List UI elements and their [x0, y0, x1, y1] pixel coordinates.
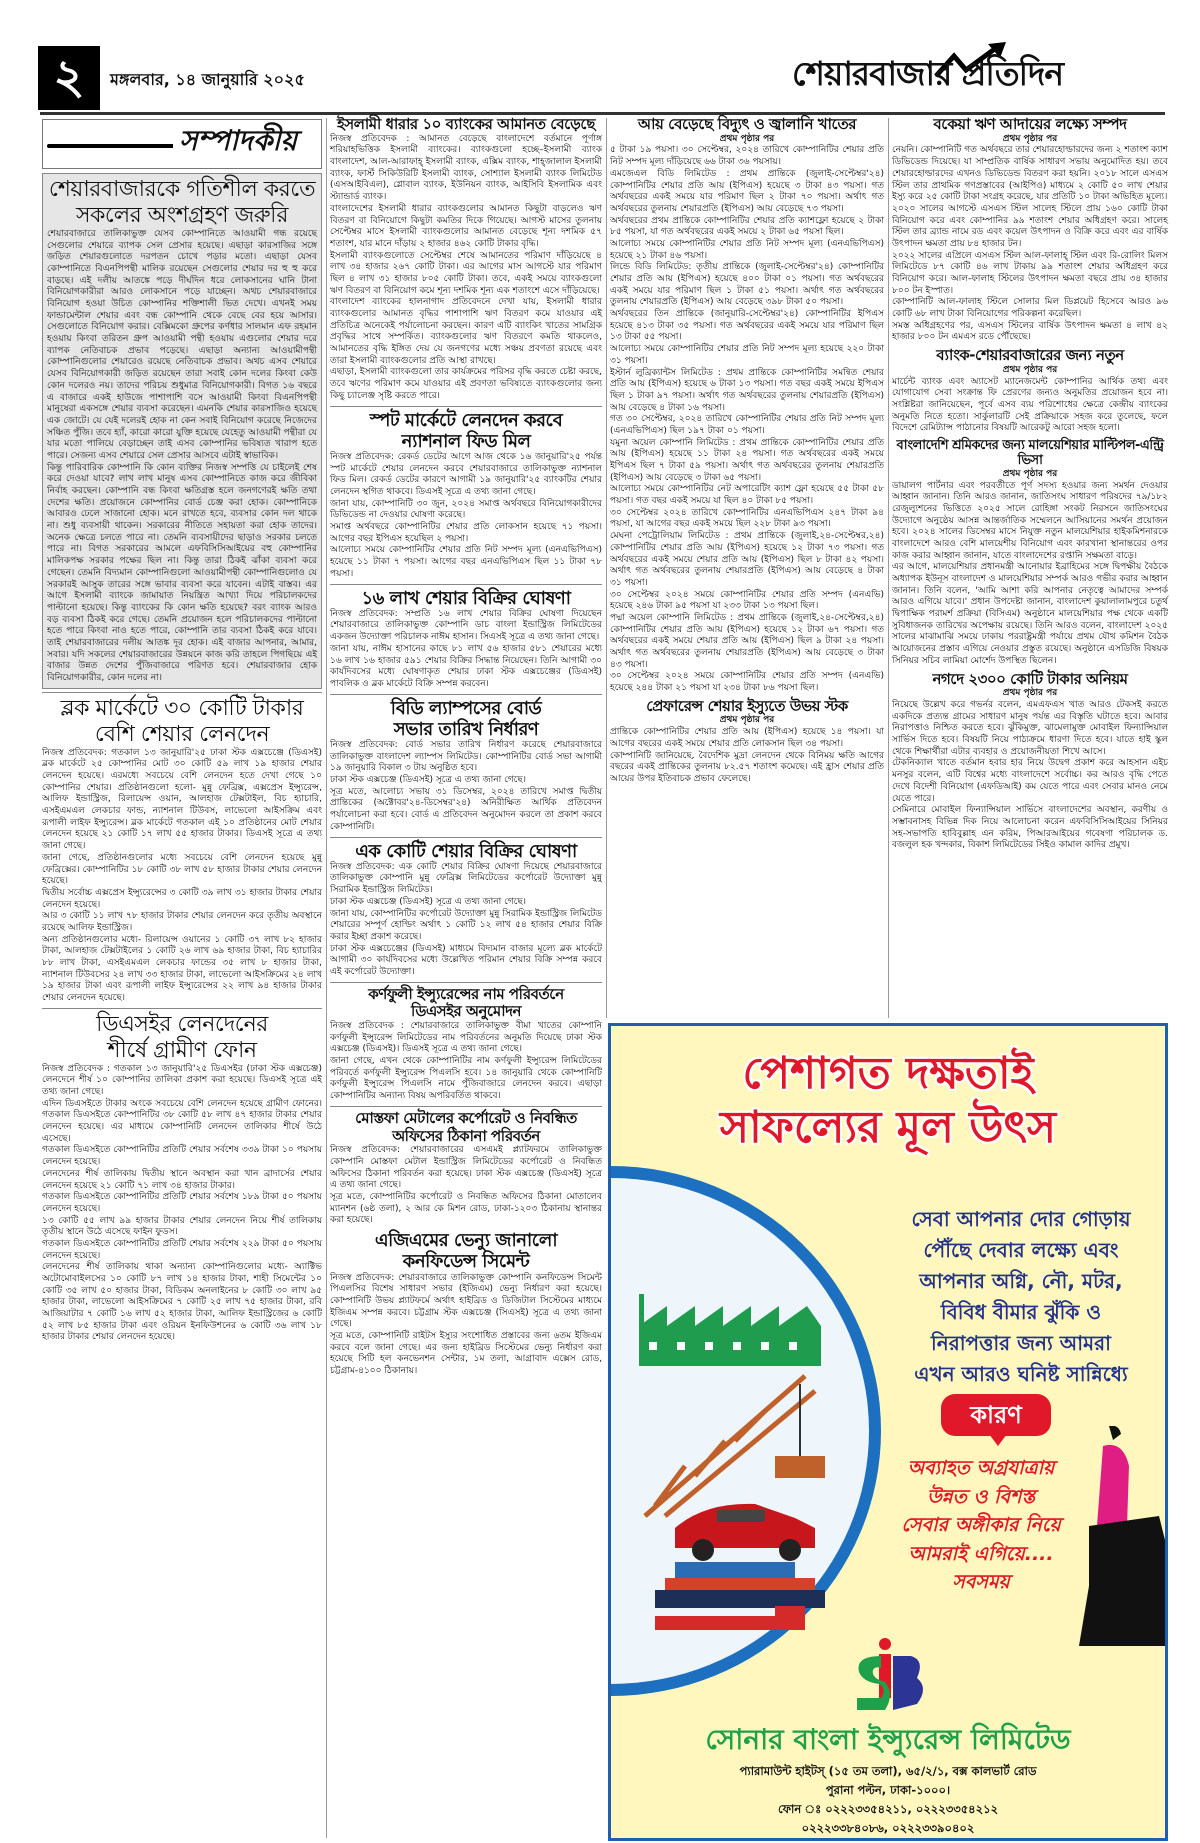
article-paragraph: আলোচ্য সময়ে কোম্পানিটির শেয়ার প্রতি নিট সম্পদ মূল্য হয়েছে ২২০ টাকা ৩১ পয়সা।	[610, 344, 884, 366]
article-paragraph: যমুনা অয়েল কোম্পানি লিমিটেড : প্রথম প্রান্তিকে কোম্পানিটির শেয়ার প্রতি আয় (ইপিএস) হয়েছে ১১ টাকা ২৪ পয়সা। গত অর্থবছরের একই সময়ে ইপিএস ছিল ৭ টাকা ৫৯ পয়সা। অর্থাৎ গত অর্থবছরের তুলনায় শেয়ারপ্রতি (ইপিএস) আয় বেড়েছে ৩ টাকা ৬৫ পয়সা।	[610, 437, 884, 483]
article-headline: নগদে ২৩০০ কোটি টাকার অনিয়ম	[932, 669, 1128, 688]
article-paragraph: নিজস্ব প্রতিবেদক: সম্প্রতি ১৬ লাখ শেয়ার বিক্রির ঘোষণা দিয়েছেন শেয়ারবাজারে তালিকাভুক্ত কোম্পানি ডাচ বাংলা ইন্ডাস্ট্রিজ লিমিটেডের একজন উদ্যোক্তা পরিচালক নাঈম হাসান। সিএসই সূত্রে এ তথ্য জানা গেছে।	[330, 608, 602, 643]
company-logo	[851, 1638, 931, 1712]
article-headline: এক কোটি শেয়ার বিক্রির ঘোষণা	[355, 840, 577, 862]
article-spot-market	[330, 410, 602, 581]
article-paragraph: আলোচ্য সময়ে কোম্পানিটির শেয়ার প্রতি নিট সম্পদ মূল্য (এনএভিপিএস) হয়েছে ২১ টাকা ৪৬ পয়সা।	[610, 238, 884, 261]
article-paragraph: গতকাল ডিএসইতে কোম্পানিটির প্রতিটি শেয়ার সর্বশেষ ২২৯ টাকা ৫০ পয়সায় লেনদেন হয়েছে।	[42, 1238, 322, 1261]
divider	[330, 406, 602, 407]
column-3	[610, 116, 884, 786]
article-paragraph: ঢাকা স্টক এক্সচেঞ্জ (ডিএসই) সূত্রে এ তথ্য জানা গেছে।	[330, 775, 526, 786]
article-malaysia-visa	[892, 438, 1168, 667]
phone-line: ০২২২৩৩৮৪০৮৬, ০২২২৩৩৯০৪০২	[801, 1820, 975, 1835]
article-paragraph: বাংলাদেশ ব্যাংকের হালনাগাদ প্রতিবেদনে দেখা যায়, ইসলামী ধারার ব্যাংকগুলোর আমানত বৃদ্ধির পাশাপাশি ঋণ বিতরণ কমে যাওয়ার এই প্রতিচিত্র অনেকেই পর্যালোচনা করছেন। কারণ এটি ব্যাংকিং খাতের সামগ্রিক প্রবৃদ্ধির সাথে সম্পর্কিত। ব্যাংকগুলোর ঋণ বিতরণে কমতি থাকলেও, আমানতের বৃদ্ধি ইঙ্গিত দেয় যে জনগণের মধ্যে সঞ্চয় প্রবণতা রয়েছে এবং তারা ইসলামী ব্যাংকগুলোর প্রতি আস্থা রাখছে।	[330, 297, 602, 366]
continued-label: প্রথম পৃষ্ঠার পর	[719, 715, 775, 726]
article-headline: ডিএসইর লেনদেনের	[96, 1011, 268, 1037]
article-headline: ন্যাশনাল ফিড মিল	[401, 430, 531, 452]
article-paragraph: লেনদেনের শীর্ষ তালিকায় থাকা অন্যান্য কোম্পানিগুলোর মধ্যে- অ্যাক্টিভ অটোমোবাইলসের ১০ কোটি ৮৭ লাখ ১৪ হাজার টাকা, শাহী সিমেন্টের ১০ কোটি ৩৫ লাখ ৫০ হাজার টাকা, বিডিকম অনলাইনের ৮ কোটি ৩০ লাখ ৯৫ হাজার টাকা, লাভেলো আইসক্রিমের ৭ কোটি ২৫ লাখ ৭৫ হাজার টাকা, রবি আজিয়াটার ৭ কোটি ১৬ লাখ ৫২ হাজার টাকা, আলিফ ইন্ডাস্ট্রিজের ৬ কোটি ৫২ লাখ ৮৫ হাজার টাকা এবং ওরিয়ন ইনফিউশনের ৬ কোটি ৩৬ লাখ ১৮ হাজার টাকার শেয়ার লেনদেন হয়েছে।	[42, 1262, 322, 1343]
industry-illustration	[625, 1266, 875, 1636]
article-paragraph: নিজস্ব প্রতিবেদক: শেয়ারবাজারে তালিকাভুক্ত কোম্পানি কনফিডেন্স সিমেন্ট পিএলসির বিশেষ সাধারণ সভার (ইজিএম) ভেন্যু নির্ধারণ করা হয়েছে। কোম্পানিটি উভয় প্ল্যাটফর্মে অর্থাৎ হাইব্রিড ও ডিজিটাল সিস্টেমের মাধ্যমে ইজিএম সম্পন্ন করবে। চট্টগ্রাম স্টক এক্সচেঞ্জ (সিএসই) সূত্রে এ তথ্য জানা গেছে।	[330, 1272, 602, 1330]
article-paragraph: সমাপ্ত অর্থবছরে কোম্পানিটির শেয়ার প্রতি লোকসান হয়েছে ৭১ পয়সা। আগের বছর ইপিএস হয়েছিল ২ পয়সা।	[330, 522, 602, 544]
article-paragraph: ৫ টাকা ১৯ পয়সা। ৩০ সেপ্টেম্বর, ২০২৪ তারিখে কোম্পানিটির শেয়ার প্রতি নিট সম্পদ মূল্য দাঁড়িয়েছে ৬৬ টাকা ৩৬ পয়সায়।	[610, 145, 884, 168]
article-paragraph: টেকনিক্যাল খাতে বর্তমান হবার হার নিয়ে উদ্বেগ প্রকাশ করে আহসান এইচ মনসুর বলেন, এটি বিশ্বের মধ্যে বাংলাদেশে সর্বোচ্চ। কর আরও বৃদ্ধি পেতে দেখে বিদেশী বিনিয়োগ (এফডিআই) কম যেতে পারে এবং সেবার মানও নেমে যেতে পারে।	[892, 758, 1168, 804]
article-mostafa-metal	[330, 1110, 602, 1227]
divider	[42, 1008, 322, 1009]
divider	[330, 837, 602, 838]
divider	[330, 694, 602, 695]
article-headline: প্রেফারেন্স শেয়ার ইস্যুতে উভয় স্টক	[646, 696, 848, 715]
article-paragraph: কোম্পানিটি জানিয়েছে, বৈদেশিক মুদ্রা লেনদেন থেকে বিনিময় ক্ষতি আগের বছরের একই প্রান্তিকের তুলনায় ৮২.৫৭ শতাংশ কমেছে। এই হ্রাস শেয়ার প্রতি আয়ের উপর ইতিবাচক প্রভাব ফেলেছে।	[610, 750, 884, 785]
crane-load	[775, 1456, 825, 1478]
phone-line: ফোন ঃ ০২২২৩৩৫৪২১১, ০২২২৩৩৫৪২১২	[777, 1801, 999, 1816]
continued-label: প্রথম পৃষ্ঠার পর	[1002, 688, 1058, 699]
ad-service-text	[881, 1204, 1161, 1390]
article-paragraph: সূত্র মতে, কোম্পানিটির কর্পোরেট ও নিবন্ধিত অফিসের ঠিকানা মোতালেব ম্যানশন (৬ষ্ঠ তলা), ২ আর কে মিশন রোড, ঢাকা-১২০৩ ঠিকানায় স্থানান্তর করা হয়েছে।	[330, 1191, 602, 1226]
article-paragraph: ২০২০ সালের আগস্টে এসএস স্টিল সালেহ স্টিলে প্রায় ১৬০ কোটি টাকা বিনিয়োগ করে এবং কোম্পানির ৯৯ শতাংশ শেয়ার অধিগ্রহণ করে। সালেহ স্টিল তার ব্র্যান্ড নামে রড এবং কয়েল উৎপাদন ও বিক্রি করে এবং এর বার্ষিক উৎপাদন ক্ষমতা প্রায় ৮৪ হাজার টন।	[892, 203, 1168, 249]
article-headline: এজিএমের ভেন্যু জানালো	[374, 1230, 558, 1252]
article-paragraph: মার্চেন্ট ব্যাংক এবং অ্যাসেট ম্যানেজমেন্ট কোম্পানির আর্থিক তথ্য এবং যোগাযোগ সেবা সংক্রান্ত ফি প্রেরণের জন্যও অনুমতির প্রয়োজন হবে না। সংশ্লিষ্টরা জানিয়েছেন, পূর্বে এসব ব্যয় পরিশোধের ক্ষেত্রে কেন্দ্রীয় ব্যাংকের অনুমতি নিতে হতো। সার্কুলারটি সেই প্রক্রিয়াকে সহজ করে তুলেছে, ফলে বিদেশে রেমিট্যান্স পাঠানোর বিষয়টি আরেকটু আরো সহজ হলো।	[892, 376, 1168, 434]
article-preference-share	[610, 698, 884, 786]
column-1	[42, 116, 322, 1344]
article-paragraph: নিজস্ব প্রতিবেদক: শেয়ারবাজারের এসএমই প্ল্যাটফরমে তালিকাভুক্ত কোম্পানি মোস্তফা মেটাল ইন্ডাস্ট্রিজ লিমিটেডের কর্পোরেট ও নিবন্ধিত অফিসের ঠিকানা পরিবর্তন করা হয়েছে। ঢাকা স্টক এক্সচেঞ্জ (ডিএসই) সূত্রে এ তথ্য জানা গেছে।	[330, 1145, 602, 1191]
article-islamic-banks	[330, 116, 602, 403]
article-paragraph: লেনদেনের শীর্ষ তালিকায় দ্বিতীয় স্থানে অবস্থান করা খান ব্রাদার্সের শেয়ার লেনদেন হয়েছে ২১ কোটি ৭১ লাখ ৩৪ হাজার টাকার।	[42, 1168, 322, 1191]
ad-headline: সাফল্যের মূল উৎস	[719, 1102, 1057, 1153]
article-paragraph: জানা যায়, কোম্পানিটি ৩০ জুন, ২০২৪ সমাপ্ত অর্থবছরে বিনিয়োগকারীদের ডিভিডেন্ড না দেওয়ার ঘোষণা করেছে।	[330, 498, 602, 521]
article-headline: কনফিডেন্স সিমেন্ট	[402, 1251, 530, 1273]
article-headline: ১৬ লাখ শেয়ার বিক্রির ঘোষণা	[361, 587, 571, 609]
column-2	[330, 116, 602, 1378]
logo-text: শেয়ারবাজার প্রতিদিন	[792, 54, 1064, 93]
article-dse-top	[42, 1012, 322, 1344]
article-paragraph: এদিন ডিএসইতে টাকার অংকে সবচেয়ে বেশি লেনদেন হয়েছে গ্রামীণ ফোনের। গতকাল ডিএসইতে কোম্পানিটির ৩৮ কোটি ৫৮ লাখ ৪৭ হাজার টাকার শেয়ার লেনদেন হয়েছে। এর মাধ্যমে কোম্পানিটি লেনদেন তালিকার শীর্ষে উঠে এসেছে।	[42, 1098, 322, 1144]
article-headline: স্পট মার্কেটে লেনদেন করবে	[369, 409, 563, 431]
article-paragraph: ইস্টার্ন লুব্রিক্যান্টস লিমিটেড : প্রথম প্রান্তিকে কোম্পানিটির সমন্বিত শেয়ার প্রতি আয় (ইপিএস) হয়েছে ৬ টাকা ১৩ পয়সা। গত বছর একই সময়ে ইপিএস ছিল ১ টাকা ৯৭ পয়সা। অর্থাৎ গত অর্থবছরের তুলনায় শেয়ারপ্রতি (ইপিএস) আয় বেড়েছে ৪ টাকা ১৬ পয়সা।	[610, 367, 884, 413]
divider	[330, 584, 602, 585]
ad-line: পৌঁছে দেবার লক্ষ্যে এবং	[923, 1238, 1119, 1262]
article-share-sale	[330, 588, 602, 691]
article-headline: কর্ণফুলী ইন্স্যুরেন্সের নাম পরিবর্তনে	[368, 984, 564, 1003]
continued-label: প্রথম পৃষ্ঠার পর	[719, 133, 775, 144]
article-paragraph: ১৩ কোটি ৫৫ লাখ ৯৯ হাজার টাকার শেয়ার লেনদেন নিয়ে শীর্ষ তালিকায় তৃতীয় স্থানে উঠে এসেছে ফাইন ফুডস।	[42, 1215, 322, 1238]
column-divider	[326, 118, 327, 1838]
article-cash-irregularity	[892, 671, 1168, 852]
article-paragraph: নিজস্ব প্রতিবেদক: রেকর্ড ডেটের আগে আজ থেকে ১৬ জানুয়ারি'২৫ পর্যন্ত স্পট মার্কেটে শেয়ার লেনদেন করবে শেয়ারবাজারে তালিকাভুক্ত ন্যাশনাল ফিড মিল। রেকর্ড ডেটের কারণে আগামী ১৯ জানুয়ারি'২৫ ব্যাংকটির শেয়ার লেনদেন স্থগিত থাকবে। ডিএসই সূত্রে এ তথ্য জানা গেছে।	[330, 451, 602, 498]
article-headline: ব্লক মার্কেটে ৩০ কোটি টাকার	[60, 695, 304, 721]
article-headline: ইসলামী ধারার ১০ ব্যাংকের আমানত বেড়েছে	[336, 115, 595, 133]
article-paragraph: গত ৩০ সেপ্টেম্বর, ২০২৪ তারিখে কোম্পানিটির শেয়ার প্রতি নিট সম্পদ মূল্য (এনএভিপিএস) ছিল ১৯৭ টাকা ০১ পয়সা।	[610, 414, 884, 436]
article-headline: বাংলাদেশি শ্রমিকদের জন্য মালয়েশিয়ার মাল্টিপল-এন্ট্রি ভিসা	[896, 438, 1164, 469]
ad-line: আপনার অগ্নি, নৌ, মটর,	[919, 1269, 1123, 1293]
car-icon	[675, 1504, 815, 1561]
article-paragraph: সমস্ত অধিগ্রহণের পর, এসএস স্টিলের বার্ষিক উৎপাদন ক্ষমতা ৪ লাখ ৪২ হাজার ৮০০ টন এমএস রডে পৌঁছেছে।	[892, 320, 1168, 343]
article-paragraph: ডায়ালগ পার্টনার এবং পরবর্তীতে পূর্ণ সদস্য হওয়ার জন্য সমর্থন দেওয়ার আহ্বান জানান। তিনি আরও জানান, জাতিসংঘ সাধারণ পরিষদের ৭৯/১৮২ রেজুল্যুশনের ভিত্তিতে ২০২৫ সালে রোহিঙ্গা সংকট নিরসনে জাতিসংঘের উদ্যোগে অনুষ্ঠেয় আসন্ন আন্তর্জাতিক সম্মেলনে আসিয়ানের সমর্থন প্রয়োজন হবে। ২০২৪ সালের ডিসেম্বর মাসে নিযুক্ত নতুন মালয়েশিয়ার হাইকমিশনারকে বাংলাদেশে আরও বেশি মালয়েশীয় বিনিয়োগ এবং কারখানা স্থানান্তরের ওপর কাজ করার আহ্বান জানান, যাতে বাংলাদেশের রপ্তানি সক্ষমতা বাড়ে।	[892, 480, 1168, 561]
article-paragraph: কিন্তু পারিবারিক কোম্পানি কি কোন ব্যক্তির নিজস্ব সম্পত্তি যে চাইলেই শেষ করে দেওয়া যাবে? লাখ লাখ মানুষ এসব কোম্পানিতে কাজ করে জীবিকা নির্বাহ করছেন। কোম্পানি বন্ধ কিংবা ক্ষতিগ্রস্ত হলে জনগণেরই ক্ষতি তথা দেশের ক্ষতি। প্রয়োজনে কোম্পানির বোর্ড চেঞ্জ করা হোক। কোম্পানিকে আবারও ঢেলে সাজানো হোক। মনে রাখতে হবে, ব্যবসার কোন দল থাকে না। শুধু ব্যবসায়ী থাকেন। সরকারের নীতিতে সহায়তা করা হোক তাদের। অনেক ক্ষেত্রে চলতে পারে না। তেমনি ব্যবসায়ীদের ছাড়াও সরকার চলতে পারে না। বিগত সরকারের আমলে এফবিসিসিআইয়ের বহু কোম্পানির মালিকপক্ষ সরকার পক্ষের ছিল না। কিন্তু তারা ঠিকই ঝাঁকা ব্যবসা করে গেছেন। তেমনি বিদ্যমান কোম্পানিগুলো আওয়ামীপন্থী কোম্পানিগুলোও যে সরকারই আসুক তারের সঙ্গে ভাবার ব্যবসা করে যাবেন। এটাই বাস্তব। এর আগে ইসলামী ব্যাংকে জামায়াত নিয়ন্ত্রিত আখ্যা দিয়ে পরিচালকদের পাল্টানো হয়েছে। কিন্তু ব্যাংকের কি কোন ক্ষতি হয়েছে? বরং ব্যাংক আরও বড় ব্যবসা ঠিকই করে গেছে। তেমনি প্রয়োজন হলে পরিচালকদের পাল্টানো হতে পারে কিংবা নাও হতে পারে, কোম্পানি তার ব্যবসা ঠিকই করে যাবে। তাই শেয়ারবাজারের দলীয় আতঙ্ক দূর হোক। এই বাজার আপনার, আমার, সবার। যদি সকলের শেয়ারবাজারের উন্নয়নে কাজ করি তাহলে পিগছিয়ে এই বাজার উন্নত দেশের পুঁজিবাজারে পরিণত হবে। শেয়ারবাজার হোক বিনিয়োগকারীর, কোন দলের না।	[47, 462, 317, 684]
article-paragraph: আর ৩ কোটি ১১ লাখ ৭৮ হাজার টাকার শেয়ার লেনদেন করে তৃতীয় অবস্থানে রয়েছে আলিফ ইন্ডাস্ট্রিজ।	[42, 911, 322, 933]
continued-label: প্রথম পৃষ্ঠার পর	[1002, 133, 1058, 144]
ad-line: আমরাই এগিয়ে....	[908, 1542, 1054, 1565]
article-paragraph: সূত্র মতে, আলোচ্য সভায় ৩১ ডিসেম্বর, ২০২৪ তারিখে সমাপ্ত দ্বিতীয় প্রান্তিকের (অক্টোবর'২৪-ডিসেম্বর'২৪) অনিরীক্ষিত আর্থিক প্রতিবেদন পর্যালোচনা করা হবে। বোর্ড এ প্রতিবেদন অনুমোদন করলে তা প্রকাশ করবে কোম্পানিটি।	[330, 786, 602, 832]
article-paragraph: গতকাল ডিএসইতে কোম্পানিটির প্রতিটি শেয়ার সর্বশেষ ৩৩৯ টাকা ১০ পয়সায় লেনদেন হয়েছে।	[42, 1145, 322, 1168]
address-line: প্যারামাউন্ট হাইটস্ (১৫ তম তলা), ৬৫/২/১, বক্স কালভার্ট রোড	[739, 1764, 1037, 1778]
article-paragraph: প্রান্তিকে কোম্পানিটির শেয়ার প্রতি আয় (ইপিএস) হয়েছে ১৪ পয়সা। যা আগের বছরের একই সময়ে শেয়ার প্রতি লোকসান ছিল ৩৪ পয়সা।	[610, 727, 884, 749]
continued-label: প্রথম পৃষ্ঠার পর	[1002, 364, 1058, 375]
divider	[42, 692, 322, 693]
climber-silhouette	[1079, 1426, 1168, 1646]
continued-label: প্রথম পৃষ্ঠার পর	[1002, 468, 1058, 479]
article-paragraph: অর্থবছরের প্রথম প্রান্তিকে কোম্পানিটির শেয়ার প্রতি ক্যাশফ্লো হয়েছে ২ টাকা ৮৫ পয়সা, যা গত অর্থবছরের একই সময়ে ২ টাকা ৬৫ পয়সা ছিল।	[610, 215, 884, 238]
article-paragraph: নিজস্ব প্রতিবেদক : আমানত বেড়েছে বাংলাদেশে বর্তমানে পূর্ণাঙ্গ শরিয়াহভিত্তিক ইসলামী ব্যাংকের। ব্যাংকগুলো হচ্ছে–ইসলামী ব্যাংক বাংলাদেশ, আল-আরাফাহ্ ইসলামী ব্যাংক, এক্সিম ব্যাংক, শাহ্জালাল ইসলামী ব্যাংক, ফার্স্ট সিকিউরিটি ইসলামী ব্যাংক, সোশ্যাল ইসলামী ব্যাংক লিমিটেড (এসআইবিএল), গ্লোবাল ব্যাংক, ইউনিয়ন ব্যাংক, আইসিবি ইসলামিক এবং স্ট্যান্ডার্ড ব্যাংক।	[330, 133, 602, 203]
article-paragraph: ৩০ সেপ্টেম্বর ২০২৪ তারিখে কোম্পানিটির এনএভিপিএস ২৪৭ টাকা ৯৪ পয়সা, যা আগের বছর একই সময়ে ছিল ২২৮ টাকা ৯৩ পয়সা।	[610, 507, 884, 530]
article-paragraph: সেমিনারে মোবাইল ফিন্যান্সিয়াল সার্ভিসে বাংলাদেশের অবস্থান, করণীয় ও সম্ভাবনাসহ বিভিন্ন দিক নিয়ে আলোচনা করেন এফবিসিসিআইয়ের সিনিয়র সহ-সভাপতি হাবিবুল্লাহ এন করিম, পিআরআইয়ের গবেষণা পরিচালক ড. বজলুল হক খন্দকার, বিকাশ লিমিটেডের সিইও কামাল কাদির প্রমুখ।	[892, 805, 1168, 851]
truck-icon	[655, 1606, 805, 1630]
article-paragraph: দ্বিতীয় সর্বোচ্চ এক্সপ্রেস ইন্স্যুরেন্সের ৩ কোটি ৩৯ লাখ ৩১ হাজার টাকার শেয়ার লেনদেন হয়েছে।	[42, 887, 322, 910]
article-paragraph: গতকাল ডিএসইতে কোম্পানিটির প্রতিটি শেয়ার সর্বশেষ ১৮৯ টাকা ৫০ পয়সায় লেনদেন হয়েছে।	[42, 1192, 322, 1214]
editorial-label: সম্পাদকীয়	[173, 123, 303, 159]
article-paragraph: জানা যায়, নাঈম হাসানের কাছে ৮১ লাখ ৫৬ হাজার ৫৮১ শেয়ারের মধ্যে ১৬ লাখ ১৬ হাজার ৫৯১ শেয়ার বিক্রির সিদ্ধান্ত নিয়েছেন। তিনি আগামী ৩০ কার্যদিবসের মধ্যে ঘোষণাকৃত শেয়ার ঢাকা স্টক এক্সচেঞ্জের (ডিএসই) পাবলিক ও ব্লক মার্কেটে বিক্রি সম্পন্ন করবেন।	[330, 643, 602, 689]
masthead	[0, 0, 1200, 112]
divider	[330, 1106, 602, 1107]
article-paragraph: অন্য প্রতিষ্ঠানগুলোর মধ্যে- রিলায়েন্স ওয়ানের ১ কোটি ৩৭ লাখ ৮২ হাজার টাকা, আলহাজ টেক্সটাইলের ১ কোটি ২৬ লাখ ৬৯ হাজার টাকা, বিচ হ্যাচারির ৮৮ লাখ টাকা, এসইএমএল লেকচার ফান্ডের ৩৫ লাখ ৮ হাজার টাকা, ন্যাশনাল টিউবসের ২৪ লাখ ৩৩ হাজার টাকা, লাভেলো আইসক্রিমের ২৪ লাখ ১৯ হাজার টাকা এবং রূপালী লাইফ ইন্স্যুরেন্সের ২২ লাখ ৯৪ হাজার টাকার শেয়ার লেনদেন হয়েছে।	[42, 934, 322, 1004]
article-paragraph: লিন্ডে বিডি লিমিটেড: তৃতীয় প্রান্তিকে (জুলাই-সেপ্টেম্বর'২৪) কোম্পানিটির শেয়ার প্রতি আয় (ইপিএস) হয়েছে ৪০০ টাকা ০১ পয়সা। গত অর্থবছরের একই সময়ে যার পরিমাণ ছিল ১ টাকা ৫১ পয়সা। অর্থাৎ গত অর্থবছরের তুলনায় শেয়ারপ্রতি (ইপিএস) আয় বেড়েছে ৩৯৮ টাকা ৫০ পয়সা।	[610, 262, 884, 308]
article-paragraph: ২০২২ সালের এপ্রিলে এসএস স্টিল আল-ফালাহ্ স্টিল এবং রি-রোলিং মিলস লিমিটেডে ৮৭ কোটি ৪৬ লাখ টাকায় ৯৯ শতাংশ শেয়ার অধিগ্রহণ করে বিনিয়োগ করে। আল-ফালাহ স্টিলের উৎপাদন ক্ষমতা বছরে প্রায় ৩৪ হাজার ৮০০ টন ইস্পাত।	[892, 250, 1168, 296]
article-paragraph: শেয়ারবাজারে তালিকাভুক্ত যেসব কোম্পানিতে আওয়ামী গন্ধ রয়েছে সেগুলোর শেয়ারে ব্যাপক সেল প্রেসার হয়েছে। এছাড়া কারসাজির সঙ্গে জড়িত শেয়ারগুলোতে দরপতন চোখে পড়ার মতো। এছাড়া যেসব কোম্পানিতে বিএনপিপন্থী মালিক রয়েছেন সেগুলোর শেয়ার দর হু হু করে বাড়ছে। এই দলীয় আতঙ্কে পড়ে দীর্ঘদিন ধরে লোকসানের ঘানি টানা বিনিয়োগকারীরা আরও লোকসানে পড়ে যাচ্ছেন। অথচ শেয়ারবাজারে বিনিয়োগ হওয়া উচিত কোম্পানির শক্তিশালী ভিত দেখে। এখনই সময় ফান্ডামেন্টাল শেয়ার এবং বন্ধ কোম্পানি থেকে বেছে বের হয়ে আসার। সেগুলোতে বিনিয়োগ করার। বেক্সিমকো গ্রুপের কর্ণধার সালমান এফ রহমান হওয়ায় কিংবা তরিতন গ্রুপ আওয়ামী পন্থী হওয়ায় এগুলোর শেয়ার দরে ব্যাপক নেতিবাচক প্রভাব পড়েছে। এছাড়া অন্যান্য আওয়ামীপন্থী কোম্পানিগুলোর শেয়ারেও রয়েছে নেতিবাচক প্রভাব। অথচ এসব শেয়ারে যেসব বিনিয়োগকারী জড়িত রয়েছেন তারা সবাই কোন দলের কিংবা কেউ কোন দলেরও নয়। তাদের পরিচয় শুধুমাত্র বিনিয়োগকারী। বিগত ১৬ বছরে এ বাজারে একই হাউজে পাশাপাশি বসে আওয়ামী কিংবা বিএনপিপন্থী মানুষেরা একসঙ্গে শেয়ার ব্যবসা করেছেন। এমনকি শেয়ার কারসাজিও হয়েছে এক জোটে। যে যেই দলেরই হোক না কেন সবাই বিনিয়োগ করেছে নিজেদের সঞ্চিত পুঁজি। তবে হ্যাঁ, কারো কারো যুক্তি হয়েছে যেহেতু আওয়ামী পন্থীরা যে যার মতো পালিয়ে বেড়াচ্ছেন তাই এসব কোম্পানির ভবিষ্যত খারাপ হতে পারে। সেজন্য এসব শেয়ারে সেল প্রেসার আসবে এটাই স্বাভাবিক।	[47, 228, 317, 461]
article-headline: বকেয়া ঋণ আদায়ের লক্ষ্যে সম্পদ	[933, 115, 1127, 133]
article-paragraph: এর আগে, মালয়েশিয়ার প্রধানমন্ত্রী আনোয়ার ইব্রাহিমের সঙ্গে দ্বিপক্ষীয় বৈঠকে অধ্যাপক ইউনূস বাংলাদেশ ও মালয়েশিয়ার সম্পর্ক আরও গভীর করার আহ্বান জানান। তিনি বলেন, 'আমি আশা করি আপনার নেতৃত্বে আমাদের সম্পর্ক আরও এগিয়ে যাবে।' প্রধান উপদেষ্টা জানান, বাংলাদেশ কুয়ালালামপুরে চতুর্থ দ্বিপাক্ষিক পরামর্শ প্রক্রিয়া (বিসিএম) অনুষ্ঠানে মালয়েশিয়ার পক্ষ থেকে একটি সুবিধাজনক তারিখের অপেক্ষায় রয়েছে। তিনি আরও বলেন, বাংলাদেশ ২০২৫ সালের মাঝামাঝি সময়ে ঢাকায় পররাষ্ট্রমন্ত্রী পর্যায়ে প্রথম যৌথ কমিশন বৈঠক আয়োজনের প্রস্তাব এগিয়ে নেওয়ার প্রস্তুত রয়েছে। অনুষ্ঠানে এসডিজি বিষয়ক সিনিয়র সচিব লামিয়া মোর্শেদ উপস্থিত ছিলেন।	[892, 562, 1168, 666]
article-one-crore	[330, 841, 602, 979]
ad-line: উন্নত ও বিশস্ত	[926, 1485, 1036, 1508]
article-paragraph: ৩০ সেপ্টেম্বর ২০২৪ সময়ে কোম্পানিটির শেয়ার প্রতি সম্পদ (এনএভি) হয়েছে ২৪৪ টাকা ২১ পয়সা যা ২৩৪ টাকা ৮৬ পয়সা ছিল।	[610, 671, 884, 694]
crane-icon	[645, 1376, 815, 1516]
article-headline: বিডি ল্যাম্পসের বোর্ড	[390, 697, 542, 719]
editorial-banner	[42, 119, 322, 169]
column-4	[892, 116, 1168, 852]
article-block-market	[42, 696, 322, 1005]
article-bd-lamps	[330, 698, 602, 834]
article-paragraph: এছাড়া, ইসলামী ব্যাংকগুলো তার কার্যক্রমের পরিসর বৃদ্ধি করতে চেষ্টা করছে, তবে ঋণের পরিমাণ কমে যাওয়ার এই প্রবণতা ভবিষ্যতে ব্যাংকগুলোর জন্য কিছু চ্যালেঞ্জ সৃষ্টি করতে পারে।	[330, 367, 602, 401]
ad-line: সেবা আপনার দোর গোড়ায়	[911, 1207, 1131, 1231]
article-paragraph: কোম্পানিটি আল-ফালাহ স্টিলে সোলার মিল ডিপ্লয়েট হিসেবে আরও ৯৬ কোটি ৬৮ লাখ টাকা বিনিয়োগের পরিকল্পনা করেছিল।	[892, 297, 1168, 320]
article-paragraph: ৩০ সেপ্টেম্বর ২০২৪ সময়ে কোম্পানিটির শেয়ার প্রতি সম্পদ (এনএভি) হয়েছে ২৪৬ টাকা ৯৫ পয়সা যা ২৩৩ টাকা ১৩ পয়সা ছিল।	[610, 589, 884, 612]
article-paragraph: নিজস্ব প্রতিবেদক: গতকাল ১৩ জানুয়ারি'২৫ ঢাকা স্টক এক্সচেঞ্জে (ডিএসই) ব্লক মার্কেটে ২৫ কোম্পানির মোট ৩০ কোটি ৫৯ লাখ ১৯ হাজার শেয়ার লেনদেন হয়েছে। এরমধ্যে সবচেয়ে বেশি লেনদেন হতে দেখা গেছে ১০ কোম্পানির শেয়ার। প্রতিষ্ঠানগুলো হলো- মুন্নু ফেব্রিক্স, এক্সপ্রেস ইন্স্যুরেন্স, আলিফ ইন্ডাস্ট্রিজ, রিলায়েন্স ওয়ান, আলহাজ টেক্সটাইল, বিচ হ্যাচারি, এসইএমএল লেকচার ফান্ড, ন্যাশনাল টিউবস, লাভেলো আইসক্রিম এবং রূপালী লাইফ ইন্স্যুরেন্স। ব্লক মার্কেটে গতকাল এই ১০ প্রতিষ্ঠানের মোট শেয়ার লেনদেন হয়েছে ২১ কোটি ১৭ লাখ ৫৫ হাজার টাকার। ডিএসই সূত্রে এ তথ্য জানা গেছে।	[42, 747, 322, 852]
divider	[330, 982, 602, 983]
article-paragraph: অর্থবছরের তিন প্রান্তিকে (জানুয়ারি-সেপ্টেম্বর'২৪) কোম্পানিটির ইপিএস হয়েছে ৪১৩ টাকা ৩৫ পয়সা। গত অর্থবছরের একই সময়ে যার পরিমাণ ছিল ১৩ টাকা ৫৫ পয়সা।	[610, 309, 884, 343]
editorial-article	[42, 173, 322, 689]
article-bad-loans	[892, 116, 1168, 344]
ad-line: বিবিধ বীমার ঝুঁকি ও	[940, 1300, 1102, 1324]
article-paragraph: সূত্র মতে, কোম্পানিটি রাইটস ইস্যুর সংশোধিত প্রস্তাবের জন্য ৬তম ইজিএম করবে বলে জানা গেছে। এর জন্য হাইব্রিড সিস্টেমের ভেন্যু নির্ধারণ করা হয়েছে সিটি হল কনভেনশন সেন্টার, ১ম তলা, আগ্রাবাদ এক্সেস রোড, চট্টগ্রাম-৪১০০ ঠিকানায়।	[330, 1330, 602, 1376]
article-paragraph: নেয়নি। কোম্পানিটি গত অর্থবছরে তার শেয়ারহোল্ডারদের জন্য ২ শতাংশ ক্যাশ ডিভিডেন্ড দিয়েছে। যা সাম্প্রতিক বার্ষিক সাধারণ সভায় অনুমোদিত হয়। তবে শেয়ারহোল্ডারদের এখনও ডিভিডেন্ড বিতরণ করা হয়নি। ২০১৮ সালে এসএস স্টিল তার প্রাথমিক গণপ্রস্তাবের (আইপিও) মাধ্যমে ২ কোটি ৫০ লাখ শেয়ার ইস্যু করে ২৫ কোটি টাকা সংগ্রহ করেছে, যার প্রতিটি ১০ টাকা অভিহিত মূল্যে।	[892, 145, 1168, 203]
ad-line: সবসময়	[952, 1571, 1010, 1593]
article-paragraph: আলোচ্য সময়ে কোম্পানিটির নেট অপারেটিং ক্যাশ ফ্লো হয়েছে ৫৫ টাকা ৫৮ পয়সা। গত বছর একই সময়ে যা ছিল ৪০ টাকা ৮৫ পয়সা।	[610, 484, 884, 507]
article-headline: ব্যাংক-শেয়ারবাজারের জন্য নতুন	[936, 346, 1124, 365]
article-paragraph: মেঘনা পেট্রোলিয়াম লিমিটেড : প্রথম প্রান্তিকে (জুলাই,২৪-সেপ্টেম্বর,২৪) কোম্পানিটির শেয়ার প্রতি আয় (ইপিএস) হয়েছে ১২ টাকা ৭৩ পয়সা। গত অর্থবছরের একই সময়ে শেয়ার প্রতি আয় (ইপিএস) ছিল ৮ টাকা ৪২ পয়সা। অর্থাৎ গত অর্থবছরের তুলনায় শেয়ারপ্রতি (ইপিএস) আয় বেড়েছে ৪ টাকা ৩১ পয়সা।	[610, 531, 884, 588]
article-paragraph: নিজস্ব প্রতিবেদক: বোর্ড সভার তারিখ নির্ধারণ করেছে শেয়ারবাজারে তালিকাভুক্ত বাংলাদেশ ল্যাম্পস লিমিটেড। কোম্পানিটির বোর্ড সভা আগামী ১৯ জানুয়ারি বিকাল ৩ টায় অনুষ্ঠিত হবে।	[330, 740, 602, 774]
article-paragraph: এমজেএল বিডি লিমিটেড : প্রথম প্রান্তিকে (জুলাই-সেপ্টেম্বর'২৪) কোম্পানিটির শেয়ার প্রতি আয় (ইপিএস) হয়েছে ৩ টাকা ৪৩ পয়সা। গত অর্থবছরের একই সময়ে যার পরিমাণ ছিল ২ টাকা ৭০ পয়সা। অর্থাৎ গত অর্থবছরের তুলনায় শেয়ারপ্রতি (ইপিএস) আয় বেড়েছে ৭৩ পয়সা।	[610, 168, 884, 214]
article-paragraph: ঢাকা স্টক এক্সচেঞ্জের (ডিএসই) মাধ্যমে বিদ্যমান বাজার মূল্যে ব্লক মার্কেটে আগামী ৩০ কার্যদিবসের মধ্যে উল্লেখিত পরিমান শেয়ার বিক্রি সম্পন্ন করবে এই কর্পোরেট উদ্যোক্তা।	[330, 943, 602, 977]
article-paragraph: জানা যায়, কোম্পানিটির কর্পোরেট উদ্যোক্তা মুন্নু সিরামিক ইন্ডাস্ট্রিজ লিমিটেড শেয়ারের সম্পূর্ণ হোল্ডিং অর্থাৎ ১ কোটি ১২ লাখ ৫৪ হাজার শেয়ার বিক্রি করার ইচ্ছা প্রকাশ করেছে।	[330, 908, 602, 942]
ad-headline: পেশাগত দক্ষতাই	[742, 1048, 1034, 1099]
article-headline: সভার তারিখ নির্ধারণ	[393, 718, 539, 740]
insurance-advertisement[interactable]	[608, 1023, 1168, 1841]
article-paragraph: নিজস্ব প্রতিবেদক : গতকাল ১৩ জানুয়ারি'২৫ ডিএসইর (ঢাকা স্টক এক্সচেঞ্জ) লেনদেনে শীর্ষ ১০ কোম্পানির তালিকা প্রকাশ করা হয়েছে। ডিএসই সূত্রে এই তথ্য জানা গেছে।	[42, 1063, 322, 1098]
dateline: মঙ্গলবার, ১৪ জানুয়ারি ২০২৫	[110, 70, 305, 89]
article-paragraph: ইসলামী ব্যাংকগুলোতে সেপ্টেম্বর শেষে আমানতের পরিমাণ দাঁড়িয়েছে ৪ লাখ ৩৪ হাজার ২৬৭ কোটি টাকা। এর আগের মাস আগস্টে যার পরিমাণ ছিল ৪ লাখ ৩১ হাজার ৮০৫ কোটি টাকা। তবে, একই সময়ে ব্যাংকগুলো ঋণ বিতরণ বা বিনিয়োগ কমে শূন্য দশমিক শূন্য এক শতাংশে এসে দাঁড়িয়েছে।	[330, 250, 602, 296]
article-paragraph: বাংলাদেশের ইসলামী ধারার ব্যাংকগুলোর আমানত কিছুটা বাড়লেও ঋণ বিতরণ বা বিনিয়োগে কিছুটা কমতির দিকে গিয়েছে। আগস্ট মাসের তুলনায় সেপ্টেম্বর মাসে ইসলামী ব্যাংকগুলোর আমানত বেড়েছে শূন্য দশমিক ৫৭ শতাংশ, যার মানে দাঁড়ায় ২ হাজার ৪৬২ কোটি টাকার বৃদ্ধি।	[330, 203, 602, 249]
page-number: ২	[38, 46, 100, 110]
article-paragraph: নিজস্ব প্রতিবেদক: এক কোটি শেয়ার বিক্রির ঘোষণা দিয়েছে শেয়ারবাজারে তালিকাভুক্ত কোম্পানি মুন্নু ফেব্রিক্স লিমিটেডের কর্পোরেট উদ্যোক্তা মুন্নু সিরামিক ইন্ডাস্ট্রিজ লিমিটেড।	[330, 861, 602, 896]
article-paragraph: নিজস্ব প্রতিবেদক : শেয়ারবাজারে তালিকাভুক্ত বীমা খাতের কোম্পানি কর্ণফুলী ইন্স্যুরেন্স লিমিটেডের নাম পরিবর্তনের অনুমতি দিয়েছে ঢাকা স্টক এক্সচেঞ্জ (ডিএসই)। ডিএসই সূত্রে এ তথ্য জানা গেছে।	[330, 1021, 602, 1055]
address-line: পুরানা পল্টন, ঢাকা-১০০০।	[825, 1782, 951, 1797]
column-divider	[606, 118, 607, 1018]
article-paragraph: আলোচ্য সময়ে কোম্পানিটির শেয়ার প্রতি নিট সম্পদ মূল্য (এনএভিপিএস) হয়েছে ১১ টাকা ৭ পয়সা। আগের বছর এনএভিপিএস ছিল ১১ টাকা ৭৮ পয়সা।	[330, 545, 602, 579]
article-agm-venue	[330, 1230, 602, 1378]
article-power-fuel	[610, 116, 884, 695]
ad-line: সেবার অঙ্গীকার নিয়ে	[901, 1514, 1061, 1536]
reason-badge: কারণ	[941, 1394, 1051, 1436]
cargo-ship-icon	[655, 1562, 825, 1608]
company-address	[611, 1762, 1165, 1838]
article-headline: আয় বেড়েছে বিদ্যুৎ ও জ্বালানি খাতের	[638, 115, 856, 133]
article-paragraph: জানা গেছে, প্রতিষ্ঠানগুলোর মধ্যে সবচেয়ে বেশি লেনদেন হয়েছে মুন্নু ফেব্রিক্সের। কোম্পানিটির ১৮ কোটি ৩৮ লাখ ৫৮ হাজার টাকার শেয়ার লেনদেন হয়েছে।	[42, 852, 322, 887]
editorial-headline: শেয়ারবাজারকে গতিশীল করতে	[48, 177, 316, 202]
column-divider	[888, 118, 889, 1018]
article-paragraph: নিয়েছে উল্লেখ করে গভর্নর বলেন, এমএফএস খাত আরও টেকসই করতে একদিকে প্রত্যন্ত গ্রামের সাধারণ মানুষ পর্যন্ত এর বিস্তৃতি ঘটাতে হবে। আবার নিরাপত্তাও নিশ্চিত করতে হবে। ঝুঁকিমুক্ত, ঝামেলামুক্ত মোবাইল ফিন্যান্সিয়াল সার্ভিস দিতে হবে। বিষয়টি নিয়ে পাঠ্যক্রমে ধারণা দিতে হবে। যাতে হাই স্কুল থেকে শিক্ষার্থীরা এটার ব্যবহার ও প্রয়োজনীয়তা শিখে আসে।	[892, 700, 1168, 757]
ad-line: অব্যাহত অগ্রযাত্রায়	[907, 1457, 1055, 1479]
article-karnaphuli	[330, 986, 602, 1103]
ad-reason-text	[861, 1454, 1101, 1597]
ad-line: নিরাপত্তার জন্য আমরা	[931, 1331, 1111, 1355]
article-headline: বেশি শেয়ার লেনদেন	[94, 721, 270, 747]
article-paragraph: ঢাকা স্টক এক্সচেঞ্জ (ডিএসই) সূত্রে এ তথ্য জানা গেছে।	[330, 896, 526, 907]
ad-line: এখন আরও ঘনিষ্ট সান্নিধ্যে	[914, 1362, 1128, 1386]
newspaper-logo	[792, 42, 1102, 108]
article-headline: মোস্তফা মেটালের কর্পোরেট ও নিবন্ধিত	[355, 1108, 577, 1127]
company-name: সোনার বাংলা ইন্স্যুরেন্স লিমিটেড	[705, 1723, 1071, 1756]
article-bank-sharemarket	[892, 347, 1168, 435]
factory-icon	[639, 1294, 821, 1366]
article-paragraph: পদ্মা অয়েল কোম্পানি লিমিটেড : প্রথম প্রান্তিকে (জুলাই,২৪-সেপ্টেম্বর,২৪) কোম্পানিটির শেয়ার প্রতি আয় (ইপিএস) হয়েছে ১২ টাকা ৬৭ পয়সা। গত অর্থবছরের একই সময়ে শেয়ার প্রতি আয় (ইপিএস) ছিল ৯ টাকা ২৪ পয়সা। অর্থাৎ গত অর্থবছরের তুলনায় শেয়ারপ্রতি (ইপিএস) আয় বেড়েছে ৩ টাকা ৪৩ পয়সা।	[610, 612, 884, 670]
article-headline: শীর্ষে গ্রামীণ ফোন	[107, 1037, 257, 1063]
editorial-headline: সকলের অংশগ্রহণ জরুরি	[75, 202, 289, 228]
article-headline: ডিএসইর অনুমোদন	[411, 1002, 521, 1021]
article-headline: অফিসের ঠিকানা পরিবর্তন	[392, 1126, 540, 1145]
article-paragraph: জানা গেছে, এখন থেকে কোম্পানিটির নাম কর্ণফুলী ইন্স্যুরেন্স লিমিটেডের পরিবর্তে কর্ণফুলী ইন্স্যুরেন্স পিএলসি হবে। ১৪ জানুয়ারি থেকে কোম্পানিটি কর্ণফুলী ইন্স্যুরেন্স পিএলসি নামে পুঁজিবাজারে লেনদেন করবে। এছাড়া কোম্পানিটির অন্যান্য বিষয় অপরিবর্তিত থাকবে।	[330, 1056, 602, 1102]
